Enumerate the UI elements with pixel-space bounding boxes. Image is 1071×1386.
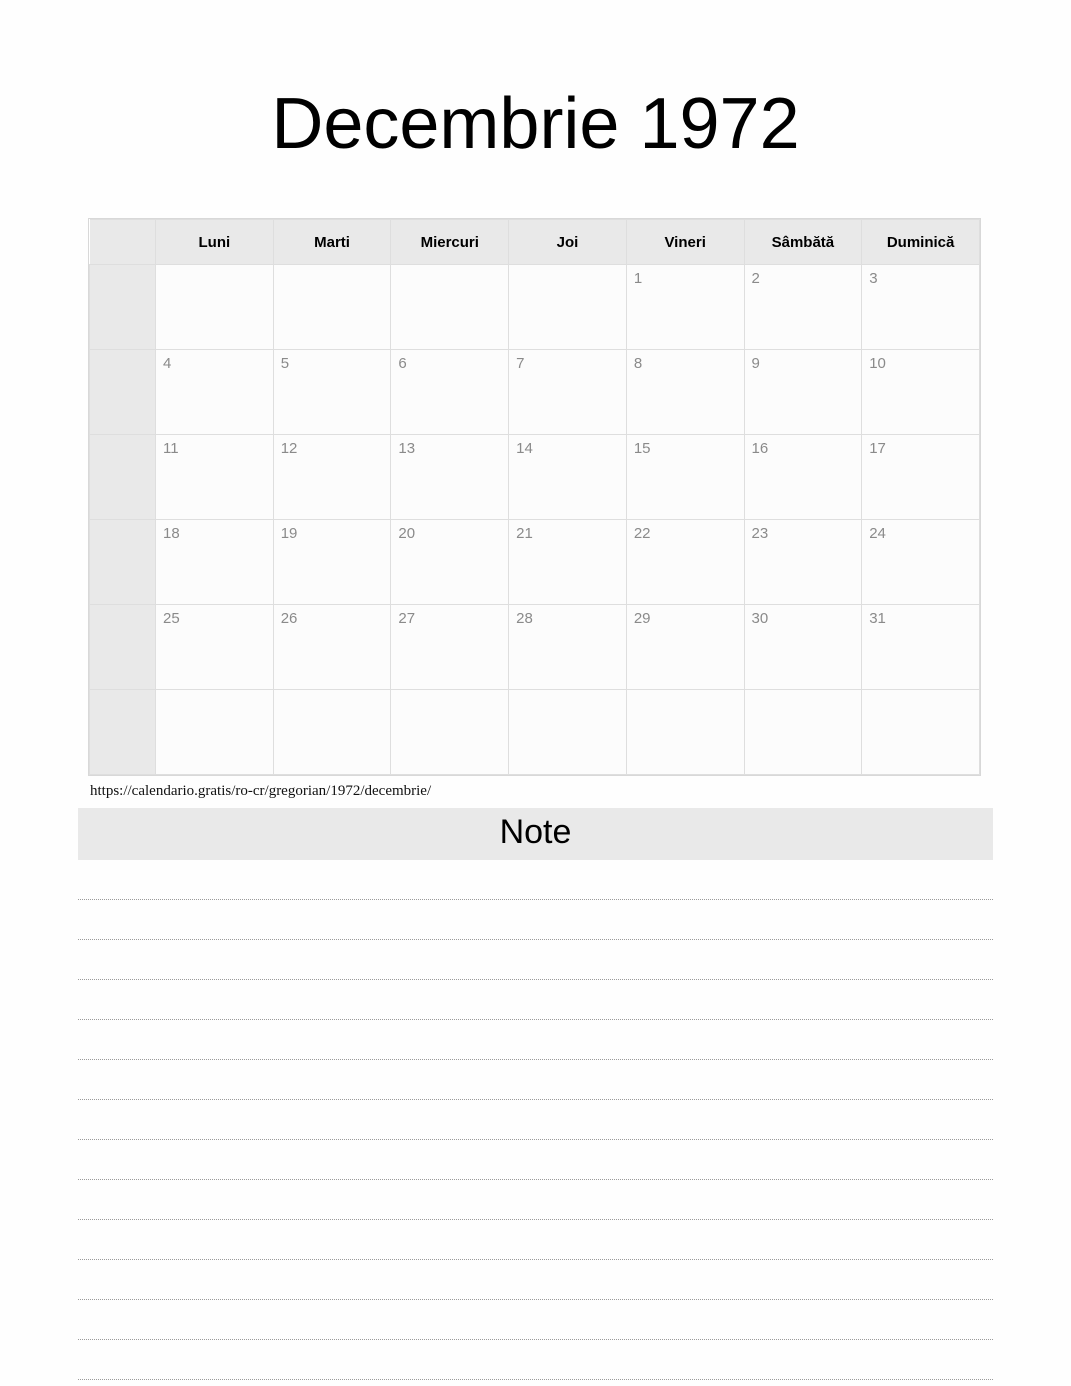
day-cell[interactable]	[509, 690, 627, 775]
note-line[interactable]	[78, 980, 993, 1020]
week-label	[90, 690, 156, 775]
day-number: 19	[280, 525, 298, 543]
notes-lines[interactable]	[78, 860, 993, 1380]
week-label	[90, 605, 156, 690]
day-cell[interactable]	[273, 350, 391, 435]
weekday-header-saturday: Sâmbătă	[744, 220, 862, 265]
day-cell[interactable]	[273, 520, 391, 605]
day-number: 15	[633, 440, 651, 458]
day-number: 24	[869, 525, 886, 543]
day-cell[interactable]	[509, 350, 627, 435]
note-line[interactable]	[78, 940, 993, 980]
notes-section	[78, 808, 993, 1380]
calendar-week-row	[90, 690, 980, 775]
day-cell[interactable]	[744, 520, 862, 605]
day-cell[interactable]	[862, 605, 980, 690]
day-cell[interactable]	[391, 435, 509, 520]
day-number: 3	[869, 270, 878, 288]
week-label	[90, 435, 156, 520]
day-number: 11	[163, 440, 179, 458]
day-number: 10	[869, 355, 886, 373]
day-cell[interactable]	[744, 690, 862, 775]
day-number: 17	[869, 440, 886, 458]
day-number: 23	[751, 525, 769, 543]
day-number: 13	[398, 440, 416, 458]
day-number: 26	[280, 610, 298, 628]
day-cell[interactable]	[156, 690, 274, 775]
calendar-week-row	[90, 605, 980, 690]
page-title: Decembrie 1972	[271, 84, 800, 165]
day-cell[interactable]	[744, 265, 862, 350]
note-line[interactable]	[78, 1180, 993, 1220]
day-cell[interactable]	[509, 520, 627, 605]
week-label	[90, 265, 156, 350]
day-cell[interactable]	[391, 265, 509, 350]
day-number: 6	[398, 355, 407, 373]
day-cell[interactable]	[156, 520, 274, 605]
notes-title: Note	[78, 808, 993, 860]
day-cell[interactable]	[626, 520, 744, 605]
day-cell[interactable]	[156, 350, 274, 435]
day-cell[interactable]	[862, 435, 980, 520]
weekday-header-wednesday: Miercuri	[391, 220, 509, 265]
note-line[interactable]	[78, 1100, 993, 1140]
day-number: 8	[633, 355, 643, 373]
weekday-header-monday: Luni	[156, 220, 274, 265]
day-number: 29	[633, 610, 651, 628]
day-number: 21	[516, 525, 533, 543]
week-label	[90, 350, 156, 435]
day-number: 20	[398, 525, 416, 543]
day-number: 7	[516, 355, 525, 373]
day-cell[interactable]	[862, 690, 980, 775]
day-cell[interactable]	[626, 435, 744, 520]
day-cell[interactable]	[273, 265, 391, 350]
day-cell[interactable]	[273, 435, 391, 520]
note-line[interactable]	[78, 1060, 993, 1100]
day-number: 16	[751, 440, 769, 458]
day-cell[interactable]	[509, 265, 627, 350]
calendar-table	[89, 219, 980, 775]
day-number: 30	[751, 610, 769, 628]
note-line[interactable]	[78, 1220, 993, 1260]
day-cell[interactable]	[862, 520, 980, 605]
day-cell[interactable]	[156, 265, 274, 350]
note-line[interactable]	[78, 900, 993, 940]
day-cell[interactable]	[509, 435, 627, 520]
day-number: 12	[280, 440, 298, 458]
day-number: 28	[516, 610, 533, 628]
day-number: 5	[280, 355, 290, 373]
calendar-header-row	[90, 220, 980, 265]
day-cell[interactable]	[391, 350, 509, 435]
day-cell[interactable]	[273, 605, 391, 690]
day-cell[interactable]	[744, 350, 862, 435]
day-cell[interactable]	[626, 690, 744, 775]
day-number: 22	[633, 525, 651, 543]
note-line[interactable]	[78, 1260, 993, 1300]
day-cell[interactable]	[391, 690, 509, 775]
day-cell[interactable]	[273, 690, 391, 775]
week-label	[90, 520, 156, 605]
calendar-week-row	[90, 265, 980, 350]
day-number: 25	[163, 610, 180, 628]
note-line[interactable]	[78, 860, 993, 900]
day-number: 27	[398, 610, 416, 628]
day-number: 4	[163, 355, 172, 373]
day-cell[interactable]	[862, 265, 980, 350]
day-cell[interactable]	[626, 605, 744, 690]
weekday-header-tuesday: Marti	[273, 220, 391, 265]
day-number: 2	[751, 270, 760, 288]
weekday-header-thursday: Joi	[509, 220, 627, 265]
day-cell[interactable]	[156, 605, 274, 690]
day-cell[interactable]	[391, 520, 509, 605]
weekday-header-friday: Vineri	[626, 220, 744, 265]
source-url[interactable]: https://calendario.gratis/ro-cr/gregorian/1972/decembrie/	[90, 783, 432, 800]
day-number: 14	[516, 440, 533, 458]
calendar-week-row	[90, 435, 980, 520]
note-line[interactable]	[78, 1020, 993, 1060]
day-cell[interactable]	[862, 350, 980, 435]
day-number: 31	[869, 610, 886, 628]
note-line[interactable]	[78, 1300, 993, 1340]
day-cell[interactable]	[156, 435, 274, 520]
day-cell[interactable]	[626, 350, 744, 435]
day-number: 18	[163, 525, 180, 543]
note-line[interactable]	[78, 1340, 993, 1380]
calendar-container	[88, 218, 981, 776]
weekday-header-sunday: Duminică	[862, 220, 980, 265]
day-number: 1	[633, 270, 643, 288]
note-line[interactable]	[78, 1140, 993, 1180]
calendar-week-row	[90, 350, 980, 435]
calendar-week-row	[90, 520, 980, 605]
day-number: 9	[751, 355, 760, 373]
day-cell[interactable]	[744, 605, 862, 690]
day-cell[interactable]	[509, 605, 627, 690]
day-cell[interactable]	[626, 265, 744, 350]
day-cell[interactable]	[391, 605, 509, 690]
week-column-header	[90, 220, 156, 265]
day-cell[interactable]	[744, 435, 862, 520]
